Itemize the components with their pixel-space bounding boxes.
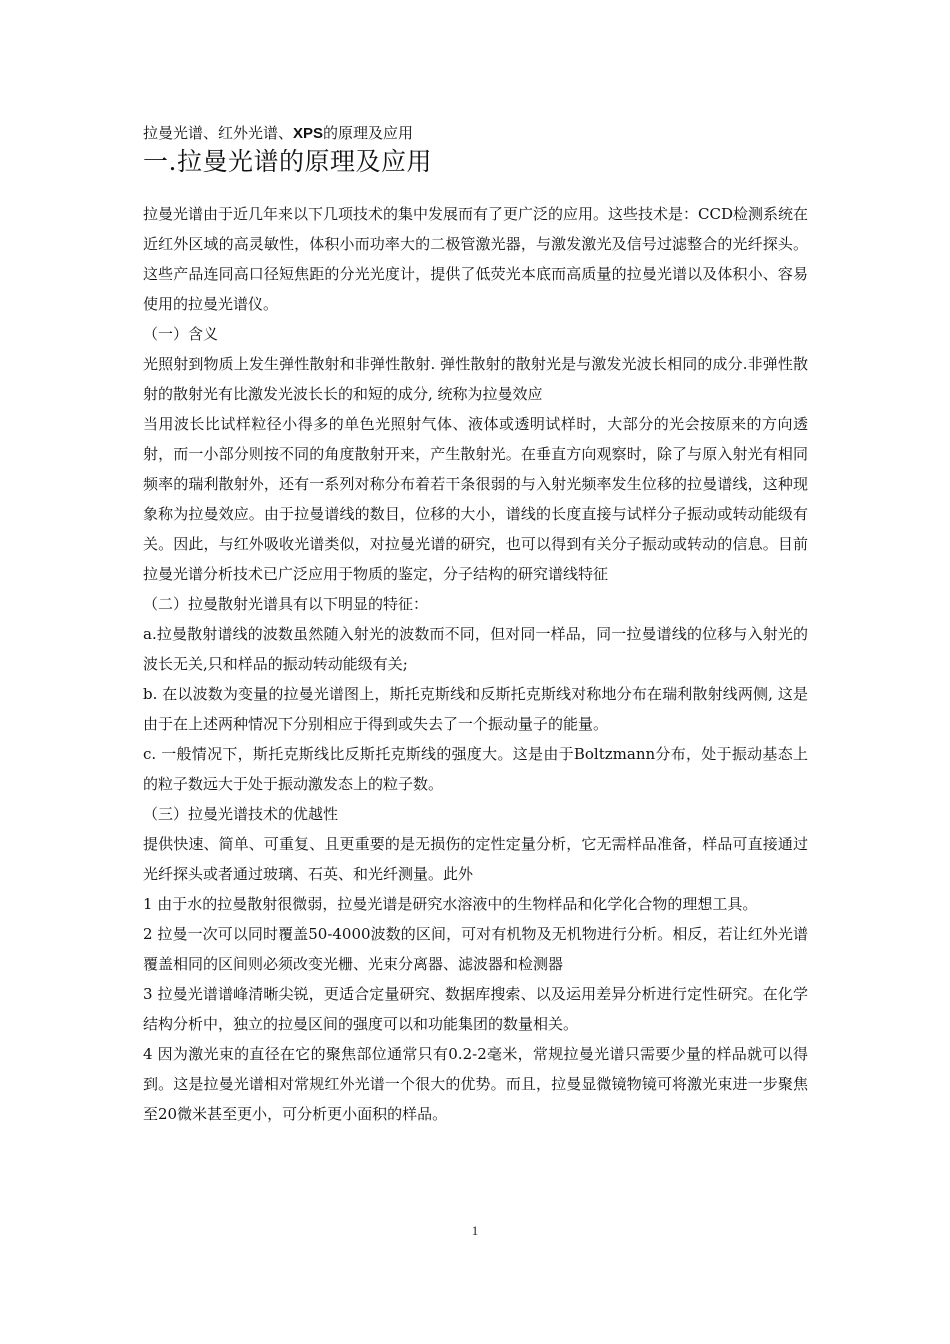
paragraph: 提供快速、简单、可重复、且更重要的是无损伤的定性定量分析，它无需样品准备，样品可直接通过光纤探头或者通过玻璃、石英、和光纤测量。此外 [143,835,808,883]
subheading: （一）含义 [143,325,219,343]
title-prefix: 拉曼光谱、红外光谱、 [143,124,294,142]
paragraph: 拉曼光谱由于近几年来以下几项技术的集中发展而有了更广泛的应用。这些技术是：CCD检测系统在近红外区域的高灵敏性，体积小而功率大的二极管激光器，与激发激光及信号过滤整合的光纤探头。这些产品连同高口径短焦距的分光光度计，提供了低荧光本底而高质量的拉曼光谱以及体积小、容易使用的拉曼光谱仪。 [143,205,808,313]
list-item: 2 拉曼一次可以同时覆盖50-4000波数的区间，可对有机物及无机物进行分析。相反，若让红外光谱覆盖相同的区间则必须改变光栅、光束分离器、滤波器和检测器 [143,925,808,973]
body-text [143,199,808,1129]
section-heading: 一.拉曼光谱的原理及应用 [143,147,432,176]
list-item: 4 因为激光束的直径在它的聚焦部位通常只有0.2-2毫米，常规拉曼光谱只需要少量的样品就可以得到。这是拉曼光谱相对常规红外光谱一个很大的优势。而且，拉曼显微镜物镜可将激光束进一步聚焦至20微米甚至更小，可分析更小面积的样品。 [143,1045,808,1123]
paragraph: c. 一般情况下，斯托克斯线比反斯托克斯线的强度大。这是由于Boltzmann分布，处于振动基态上的粒子数远大于处于振动激发态上的粒子数。 [143,745,808,793]
title-suffix: 的原理及应用 [323,124,414,142]
paragraph: 光照射到物质上发生弹性散射和非弹性散射. 弹性散射的散射光是与激发光波长相同的成分.非弹性散射的散射光有比激发光波长长的和短的成分, 统称为拉曼效应 [143,355,808,403]
page-number: 1 [471,1223,479,1238]
paragraph: a.拉曼散射谱线的波数虽然随入射光的波数而不同，但对同一样品，同一拉曼谱线的位移与入射光的波长无关,只和样品的振动转动能级有关; [143,625,808,673]
title-latin: XPS [293,125,324,142]
list-item: 3 拉曼光谱谱峰清晰尖锐，更适合定量研究、数据库搜索、以及运用差异分析进行定性研究。在化学结构分析中，独立的拉曼区间的强度可以和功能集团的数量相关。 [143,985,808,1033]
paragraph: b. 在以波数为变量的拉曼光谱图上，斯托克斯线和反斯托克斯线对称地分布在瑞利散射线两侧, 这是由于在上述两种情况下分别相应于得到或失去了一个振动量子的能量。 [143,685,808,733]
list-item: 1 由于水的拉曼散射很微弱，拉曼光谱是研究水溶液中的生物样品和化学化合物的理想工具。 [143,895,758,913]
subheading: （二）拉曼散射光谱具有以下明显的特征： [143,595,429,613]
subheading: （三）拉曼光谱技术的优越性 [143,805,339,823]
document-title [143,122,808,145]
paragraph: 当用波长比试样粒径小得多的单色光照射气体、液体或透明试样时，大部分的光会按原来的方向透射，而一小部分则按不同的角度散射开来，产生散射光。在垂直方向观察时，除了与原入射光有相同频率的瑞利散射外，还有一系列对称分布着若干条很弱的与入射光频率发生位移的拉曼谱线，这种现象称为拉曼效应。由于拉曼谱线的数目，位移的大小，谱线的长度直接与试样分子振动或转动能级有关。因此，与红外吸收光谱类似，对拉曼光谱的研究，也可以得到有关分子振动或转动的信息。目前拉曼光谱分析技术已广泛应用于物质的鉴定，分子结构的研究谱线特征 [143,415,808,583]
page-content [143,122,808,1129]
